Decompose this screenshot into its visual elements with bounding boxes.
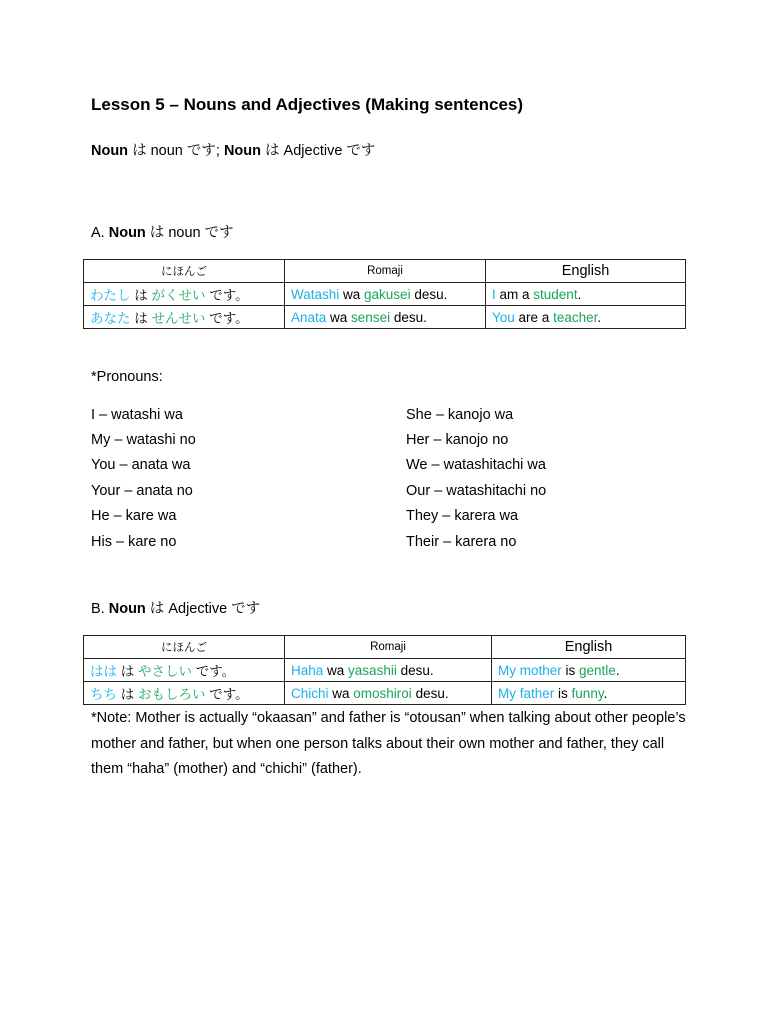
header-nihongo: にほんご bbox=[84, 260, 285, 283]
pattern-noun-2: Noun bbox=[223, 143, 261, 159]
note-paragraph: *Note: Mother is actually “okaasan” and father is “otousan” when talking about other people’s mother and father, but when one person talks about their own mother and father, they call them “haha” (mother) and “chichi” (father). bbox=[91, 710, 686, 777]
table-header-row bbox=[84, 260, 686, 283]
cell-text: desu. bbox=[390, 309, 427, 325]
cell-text: wa bbox=[326, 309, 352, 325]
highlight-predicate: がくせい bbox=[151, 288, 206, 303]
cell-text: です。 bbox=[205, 311, 249, 326]
table-row bbox=[84, 306, 686, 329]
cell-text: は bbox=[117, 687, 139, 702]
highlight-subject: はは bbox=[90, 664, 117, 679]
cell-nihongo bbox=[84, 682, 285, 705]
highlight-subject: Chichi bbox=[291, 685, 329, 701]
cell-text: です。 bbox=[205, 288, 249, 303]
section-a-rest: は noun です bbox=[145, 225, 234, 241]
header-english: English bbox=[486, 260, 686, 283]
cell-text: desu. bbox=[411, 685, 449, 701]
pattern-noun-1: Noun bbox=[91, 143, 129, 159]
pronoun-item: They – karera wa bbox=[406, 508, 519, 524]
pronouns-heading: *Pronouns: bbox=[91, 369, 163, 385]
highlight-predicate: gentle bbox=[579, 662, 616, 678]
highlight-subject: ちち bbox=[90, 687, 117, 702]
pronoun-item: His – kare no bbox=[91, 534, 177, 550]
cell-nihongo bbox=[84, 283, 285, 306]
cell-text: wa bbox=[328, 685, 354, 701]
pattern-part-1: は noun です; bbox=[128, 143, 224, 159]
highlight-subject: I bbox=[492, 286, 496, 302]
pronoun-item: You – anata wa bbox=[91, 457, 191, 473]
cell-text: wa bbox=[323, 662, 349, 678]
cell-nihongo bbox=[84, 306, 285, 329]
pronoun-item: Her – kanojo no bbox=[406, 432, 509, 448]
cell-romaji bbox=[285, 283, 486, 306]
cell-text: is bbox=[554, 685, 572, 701]
pronoun-item: Their – karera no bbox=[406, 534, 517, 550]
section-b-label: B. bbox=[91, 601, 109, 617]
page-title: Lesson 5 – Nouns and Adjectives (Making sentences) bbox=[91, 95, 524, 114]
section-a-label: A. bbox=[91, 225, 109, 241]
pronoun-item: We – watashitachi wa bbox=[406, 457, 546, 473]
table-header-row bbox=[84, 636, 686, 659]
highlight-predicate: student bbox=[533, 286, 578, 302]
highlight-subject: My mother bbox=[498, 662, 562, 678]
cell-text: desu. bbox=[396, 662, 434, 678]
highlight-subject: Haha bbox=[291, 662, 324, 678]
highlight-subject: Watashi bbox=[291, 286, 340, 302]
cell-text: wa bbox=[339, 286, 365, 302]
section-a-heading bbox=[91, 221, 234, 242]
cell-text: . bbox=[597, 309, 602, 325]
table-row bbox=[84, 682, 686, 705]
section-b-heading bbox=[91, 597, 260, 618]
highlight-predicate: gakusei bbox=[364, 286, 411, 302]
cell-text: です。 bbox=[205, 687, 249, 702]
section-b-noun: Noun bbox=[108, 601, 146, 617]
vocab-table-a bbox=[83, 259, 686, 329]
cell-text: は bbox=[130, 311, 152, 326]
header-nihongo: にほんご bbox=[84, 636, 285, 659]
cell-text: . bbox=[603, 685, 608, 701]
header-romaji: Romaji bbox=[285, 636, 492, 659]
pronoun-item: Your – anata no bbox=[91, 483, 193, 499]
pronoun-item: My – watashi no bbox=[91, 432, 196, 448]
cell-english bbox=[492, 682, 686, 705]
pronoun-item: She – kanojo wa bbox=[406, 407, 514, 423]
highlight-subject: You bbox=[492, 309, 515, 325]
highlight-subject: My father bbox=[498, 685, 555, 701]
table-row bbox=[84, 283, 686, 306]
cell-text: . bbox=[615, 662, 620, 678]
cell-text: is bbox=[561, 662, 580, 678]
vocab-table-b bbox=[83, 635, 686, 705]
highlight-subject: あなた bbox=[90, 311, 131, 326]
cell-text: です。 bbox=[192, 664, 236, 679]
highlight-predicate: funny bbox=[571, 685, 604, 701]
cell-text: desu. bbox=[410, 286, 448, 302]
header-romaji: Romaji bbox=[285, 260, 486, 283]
cell-romaji bbox=[285, 306, 486, 329]
pronoun-item: Our – watashitachi no bbox=[406, 483, 547, 499]
cell-text: are a bbox=[514, 309, 554, 325]
cell-romaji bbox=[285, 682, 492, 705]
cell-english bbox=[486, 283, 686, 306]
highlight-predicate: おもしろい bbox=[138, 687, 206, 702]
cell-text: . bbox=[577, 286, 582, 302]
highlight-subject: わたし bbox=[90, 288, 131, 303]
section-b-rest: は Adjective です bbox=[145, 601, 261, 617]
cell-romaji bbox=[285, 659, 492, 682]
highlight-predicate: omoshiroi bbox=[353, 685, 412, 701]
cell-english bbox=[492, 659, 686, 682]
table-row bbox=[84, 659, 686, 682]
pronoun-item: He – kare wa bbox=[91, 508, 177, 524]
header-english: English bbox=[492, 636, 686, 659]
highlight-predicate: やさしい bbox=[138, 664, 193, 679]
cell-nihongo bbox=[84, 659, 285, 682]
cell-text: は bbox=[130, 288, 152, 303]
highlight-predicate: sensei bbox=[351, 309, 391, 325]
section-a-noun: Noun bbox=[108, 225, 146, 241]
cell-text: は bbox=[117, 664, 139, 679]
pattern-part-2: は Adjective です bbox=[261, 143, 376, 159]
highlight-predicate: yasashii bbox=[348, 662, 397, 678]
highlight-subject: Anata bbox=[291, 309, 327, 325]
cell-text: am a bbox=[495, 286, 534, 302]
pronoun-item: I – watashi wa bbox=[91, 407, 183, 423]
sentence-pattern bbox=[91, 139, 375, 160]
cell-english bbox=[486, 306, 686, 329]
highlight-predicate: teacher bbox=[553, 309, 598, 325]
highlight-predicate: せんせい bbox=[151, 311, 206, 326]
